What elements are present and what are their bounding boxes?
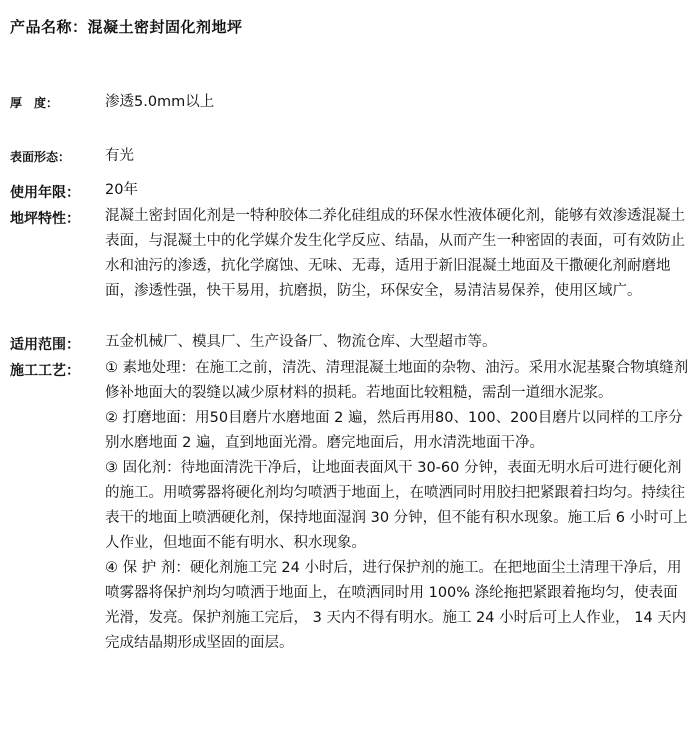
process-step: ① 素地处理：在施工之前，清洗、清理混凝土地面的杂物、油污。采用水泥基聚合物填缝剂修补地面大的裂缝以减少原材料的损耗。若地面比较粗糙，需刮一道细水泥浆。 (105, 360, 689, 401)
scope-label: 适用范围： (10, 337, 80, 353)
features-label: 地坪特性： (10, 211, 80, 227)
process-steps (105, 356, 690, 656)
thickness-label: 厚 度： (10, 96, 59, 110)
features-value: 混凝土密封固化剂是一特种胶体二养化硅组成的环保水性液体硬化剂，能够有效渗透混凝土表面，与混凝土中的化学媒介发生化学反应、结晶，从而产生一种密固的表面，可有效防止水和油污的渗透，抗化学腐蚀、无味、无毒，适用于新旧混凝土地面及干撒硬化剂耐磨地面，渗透性强，快干易用，抗磨损，防尘，环保安全，易清洁易保养，使用区域广。 (105, 208, 685, 299)
years-value: 20年 (105, 182, 138, 198)
surface-label: 表面形态： (10, 150, 71, 164)
process-label: 施工工艺： (10, 363, 80, 379)
scope-value: 五金机械厂、模具厂、生产设备厂、物流仓库、大型超市等。 (105, 334, 497, 350)
surface-value: 有光 (105, 148, 134, 164)
process-step: ④ 保 护 剂：硬化剂施工完 24 小时后，进行保护剂的施工。在把地面尘土清理干净后，用喷雾器将保护剂均匀喷洒于地面上，在喷洒同时用 100% 涤纶拖把紧跟着拖均匀，使表面光滑，发亮。保护剂施工完后， 3 天内不得有明水。施工 24 小时后可上人作业， 14 天内完成结晶期形成坚固的面层。 (105, 560, 687, 651)
years-label: 使用年限： (10, 185, 80, 201)
product-title: 产品名称：混凝土密封固化剂地坪 (10, 18, 243, 36)
thickness-value: 渗透5.0mm以上 (105, 94, 215, 110)
process-step: ③ 固化剂：待地面清洗干净后，让地面表面风干 30-60 分钟，表面无明水后可进行硬化剂的施工。用喷雾器将硬化剂均匀喷洒于地面上，在喷洒同时用胶扫把紧跟着扫均匀。持续往表干的地面上喷洒硬化剂，保持地面湿润 30 分钟，但不能有积水现象。施工后 6 小时可上人作业，但地面不能有明水、积水现象。 (105, 460, 688, 551)
process-step: ② 打磨地面：用50目磨片水磨地面 2 遍，然后再用80、100、200目磨片以同样的工序分别水磨地面 2 遍，直到地面光滑。磨完地面后，用水清洗地面干净。 (105, 410, 683, 451)
